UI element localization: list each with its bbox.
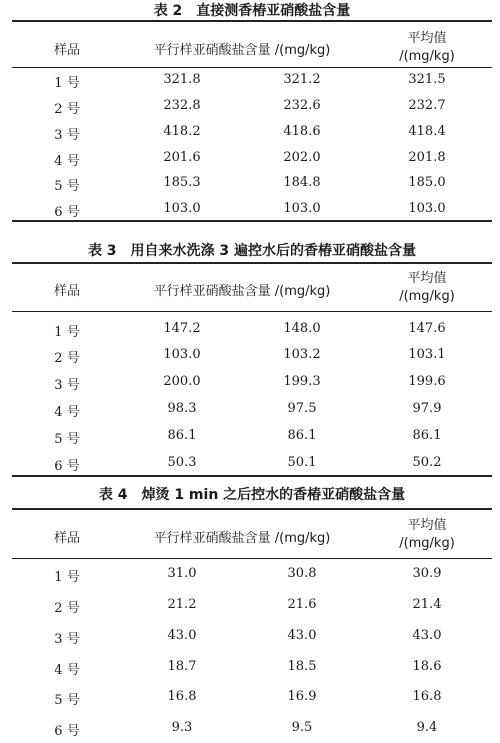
header-average <box>362 517 492 553</box>
cell-value-1: 147.2 <box>163 321 201 336</box>
table-caption: 表 3 用自来水洗涤 3 遍控水后的香椿亚硝酸盐含量 <box>87 243 417 259</box>
header-average-line1: 平均值 <box>407 31 447 46</box>
cell-value-1: 185.3 <box>163 175 201 190</box>
table-caption: 表 4 焯烫 1 min 之后控水的香椿亚硝酸盐含量 <box>98 487 406 503</box>
cell-sample: 5 号 <box>54 432 80 447</box>
top-rule <box>12 262 492 264</box>
cell-value-2: 16.9 <box>287 689 317 704</box>
cell-value-1: 9.3 <box>171 720 193 735</box>
cell-average: 43.0 <box>412 628 442 643</box>
cell-average: 86.1 <box>412 428 442 443</box>
cell-value-1: 232.8 <box>163 98 201 113</box>
cell-value-2: 30.8 <box>287 566 317 581</box>
cell-value-2: 232.6 <box>283 98 321 113</box>
cell-sample: 3 号 <box>54 632 80 647</box>
header-sample: 样品 <box>53 284 80 299</box>
cell-average: 147.6 <box>408 321 446 336</box>
cell-average: 50.2 <box>412 455 442 470</box>
cell-sample: 5 号 <box>54 179 80 194</box>
header-parallel: 平行样亚硝酸盐含量 /(mg/kg) <box>153 43 331 58</box>
bottom-rule <box>12 220 492 222</box>
cell-value-2: 103.2 <box>283 347 321 362</box>
cell-average: 232.7 <box>408 98 446 113</box>
header-sample: 样品 <box>53 43 80 58</box>
header-average-line2: /(mg/kg) <box>399 289 455 304</box>
cell-average: 103.1 <box>408 347 446 362</box>
cell-sample: 4 号 <box>54 154 80 169</box>
cell-value-1: 200.0 <box>163 374 201 389</box>
cell-value-1: 86.1 <box>167 428 197 443</box>
cell-value-1: 418.2 <box>163 124 201 139</box>
cell-average: 9.4 <box>416 720 438 735</box>
cell-average: 418.4 <box>408 124 446 139</box>
header-average-line1: 平均值 <box>407 518 447 533</box>
header-rule <box>12 67 492 68</box>
cell-value-2: 18.5 <box>287 659 317 674</box>
cell-sample: 6 号 <box>54 724 80 739</box>
cell-sample: 1 号 <box>54 570 80 585</box>
cell-sample: 4 号 <box>54 405 80 420</box>
cell-sample: 1 号 <box>54 325 80 340</box>
header-parallel: 平行样亚硝酸盐含量 /(mg/kg) <box>153 284 331 299</box>
cell-value-1: 103.0 <box>163 201 201 216</box>
header-rule <box>12 558 492 559</box>
cell-value-2: 148.0 <box>283 321 321 336</box>
cell-value-2: 86.1 <box>287 428 317 443</box>
header-average <box>362 270 492 306</box>
cell-sample: 6 号 <box>54 459 80 474</box>
cell-value-1: 18.7 <box>167 659 197 674</box>
header-average-line2: /(mg/kg) <box>399 536 455 551</box>
cell-value-2: 50.1 <box>287 455 317 470</box>
cell-average: 30.9 <box>412 566 442 581</box>
cell-value-2: 43.0 <box>287 628 317 643</box>
table-header <box>12 30 492 70</box>
cell-sample: 1 号 <box>54 76 80 91</box>
cell-value-1: 98.3 <box>167 401 197 416</box>
table-header <box>12 517 492 559</box>
cell-value-2: 418.6 <box>283 124 321 139</box>
cell-average: 321.5 <box>408 72 446 87</box>
top-rule <box>12 20 492 22</box>
cell-average: 185.0 <box>408 175 446 190</box>
cell-value-2: 97.5 <box>287 401 317 416</box>
header-rule <box>12 311 492 312</box>
cell-average: 16.8 <box>412 689 442 704</box>
bottom-rule <box>12 475 492 477</box>
cell-value-2: 9.5 <box>291 720 313 735</box>
cell-value-1: 50.3 <box>167 455 197 470</box>
cell-sample: 2 号 <box>54 102 80 117</box>
cell-average: 199.6 <box>408 374 446 389</box>
cell-sample: 2 号 <box>54 351 80 366</box>
cell-value-1: 21.2 <box>167 597 197 612</box>
cell-value-1: 16.8 <box>167 689 197 704</box>
cell-average: 97.9 <box>412 401 442 416</box>
top-rule <box>12 508 492 510</box>
cell-sample: 3 号 <box>54 128 80 143</box>
cell-sample: 5 号 <box>54 693 80 708</box>
cell-sample: 3 号 <box>54 378 80 393</box>
cell-value-2: 199.3 <box>283 374 321 389</box>
cell-average: 201.8 <box>408 150 446 165</box>
header-average <box>362 30 492 66</box>
header-average-line2: /(mg/kg) <box>399 49 455 64</box>
header-sample: 样品 <box>53 531 80 546</box>
cell-value-2: 184.8 <box>283 175 321 190</box>
cell-value-1: 103.0 <box>163 347 201 362</box>
cell-average: 21.4 <box>412 597 442 612</box>
cell-value-1: 321.8 <box>163 72 201 87</box>
cell-value-1: 31.0 <box>167 566 197 581</box>
cell-value-2: 202.0 <box>283 150 321 165</box>
table-header <box>12 270 492 312</box>
cell-value-2: 321.2 <box>283 72 321 87</box>
cell-sample: 6 号 <box>54 205 80 220</box>
cell-average: 18.6 <box>412 659 442 674</box>
cell-sample: 2 号 <box>54 601 80 616</box>
cell-value-1: 201.6 <box>163 150 201 165</box>
header-parallel: 平行样亚硝酸盐含量 /(mg/kg) <box>153 531 331 546</box>
table-caption: 表 2 直接测香椿亚硝酸盐含量 <box>153 3 351 19</box>
header-average-line1: 平均值 <box>407 271 447 286</box>
cell-average: 103.0 <box>408 201 446 216</box>
cell-sample: 4 号 <box>54 663 80 678</box>
cell-value-2: 103.0 <box>283 201 321 216</box>
cell-value-1: 43.0 <box>167 628 197 643</box>
cell-value-2: 21.6 <box>287 597 317 612</box>
